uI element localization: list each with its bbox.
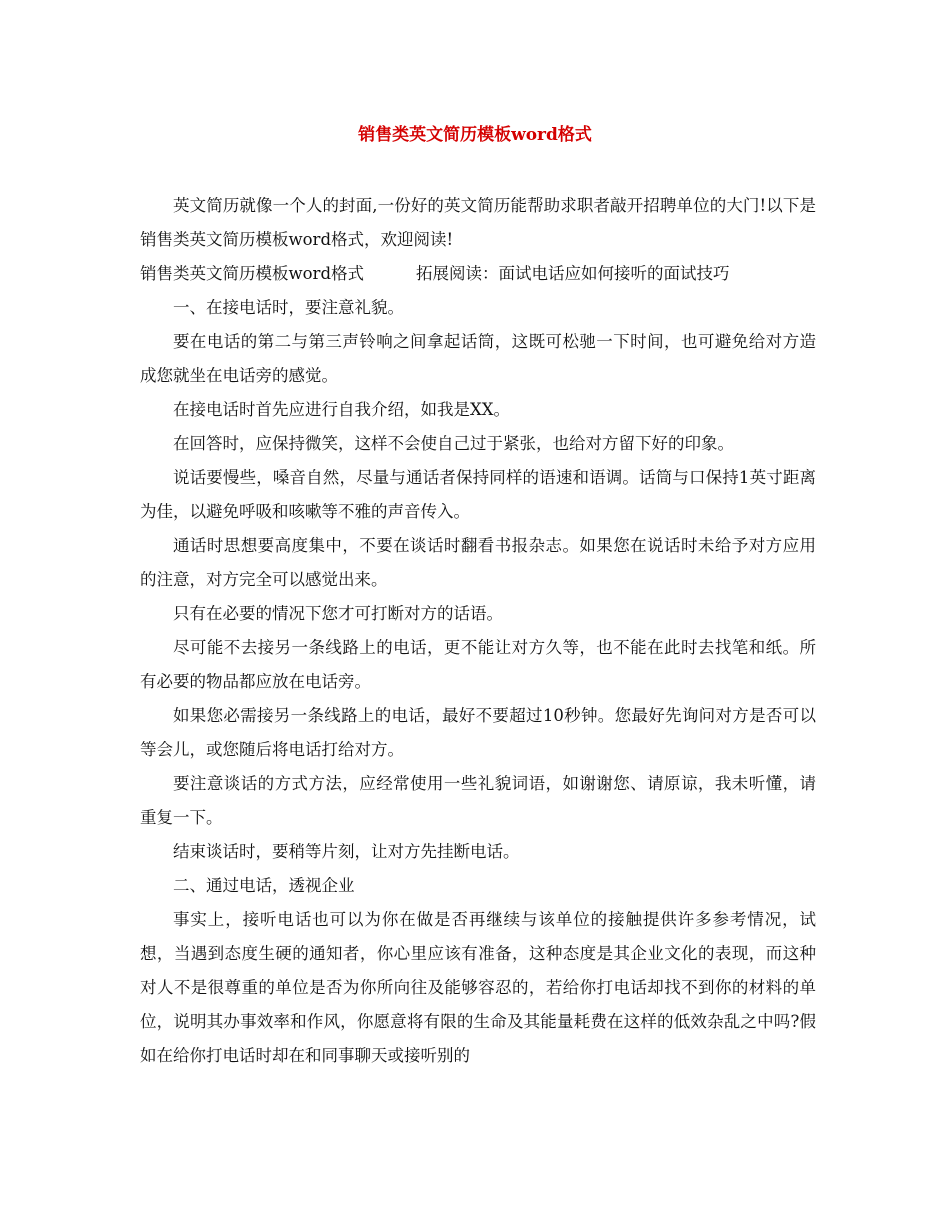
body-paragraph: 要在电话的第二与第三声铃响之间拿起话筒，这既可松驰一下时间，也可避免给对方造成您就坐在电话旁的感觉。 — [140, 332, 816, 385]
body-paragraph: 说话要慢些，嗓音自然，尽量与通话者保持同样的语速和语调。话筒与口保持1英寸距离为佳，以避免呼吸和咳嗽等不雅的声音传入。 — [140, 468, 816, 521]
body-paragraph: 在接电话时首先应进行自我介绍，如我是XX。 — [173, 400, 510, 419]
body-paragraph: 事实上，接听电话也可以为你在做是否再继续与该单位的接触提供许多参考情况，试想，当遇到态度生硬的通知者，你心里应该有准备，这种态度是其企业文化的表现，而这种对人不是很尊重的单位是否为你所向往及能够容忍的，若给你打电话却找不到你的材料的单位，说明其办事效率和作风，你愿意将有限的生命及其能量耗费在这样的低效杂乱之中吗?假如在给你打电话时却在和同事聊天或接听别的 — [140, 910, 816, 1065]
body-paragraph: 只有在必要的情况下您才可打断对方的话语。 — [173, 604, 503, 623]
document-title: 销售类英文简历模板word格式 — [358, 125, 592, 145]
subheading-line — [140, 257, 816, 291]
body-paragraph: 在回答时，应保持微笑，这样不会使自己过于紧张，也给对方留下好的印象。 — [173, 434, 734, 453]
body-paragraph: 尽可能不去接另一条线路上的电话，更不能让对方久等，也不能在此时去找笔和纸。所有必要的物品都应放在电话旁。 — [140, 638, 816, 691]
body-paragraph: 通话时思想要高度集中，不要在谈话时翻看书报杂志。如果您在说话时未给予对方应用的注意，对方完全可以感觉出来。 — [140, 536, 816, 589]
body-paragraph: 如果您必需接另一条线路上的电话，最好不要超过10秒钟。您最好先询问对方是否可以等会儿，或您随后将电话打给对方。 — [140, 706, 816, 759]
body-paragraph: 一、在接电话时，要注意礼貌。 — [173, 298, 404, 317]
intro-paragraph: 英文简历就像一个人的封面,一份好的英文简历能帮助求职者敲开招聘单位的大门!以下是销售类英文简历模板word格式，欢迎阅读! — [140, 196, 816, 249]
body-paragraph: 结束谈话时，要稍等片刻，让对方先挂断电话。 — [173, 842, 520, 861]
subheading-right: 拓展阅读：面试电话应如何接听的面试技巧 — [416, 264, 730, 283]
section-heading: 二、通过电话，透视企业 — [173, 876, 355, 895]
body-paragraph: 要注意谈话的方式方法，应经常使用一些礼貌词语，如谢谢您、请原谅，我未听懂，请重复一下。 — [140, 774, 816, 827]
subheading-left: 销售类英文简历模板word格式 — [140, 264, 365, 283]
document-body — [140, 189, 816, 1073]
